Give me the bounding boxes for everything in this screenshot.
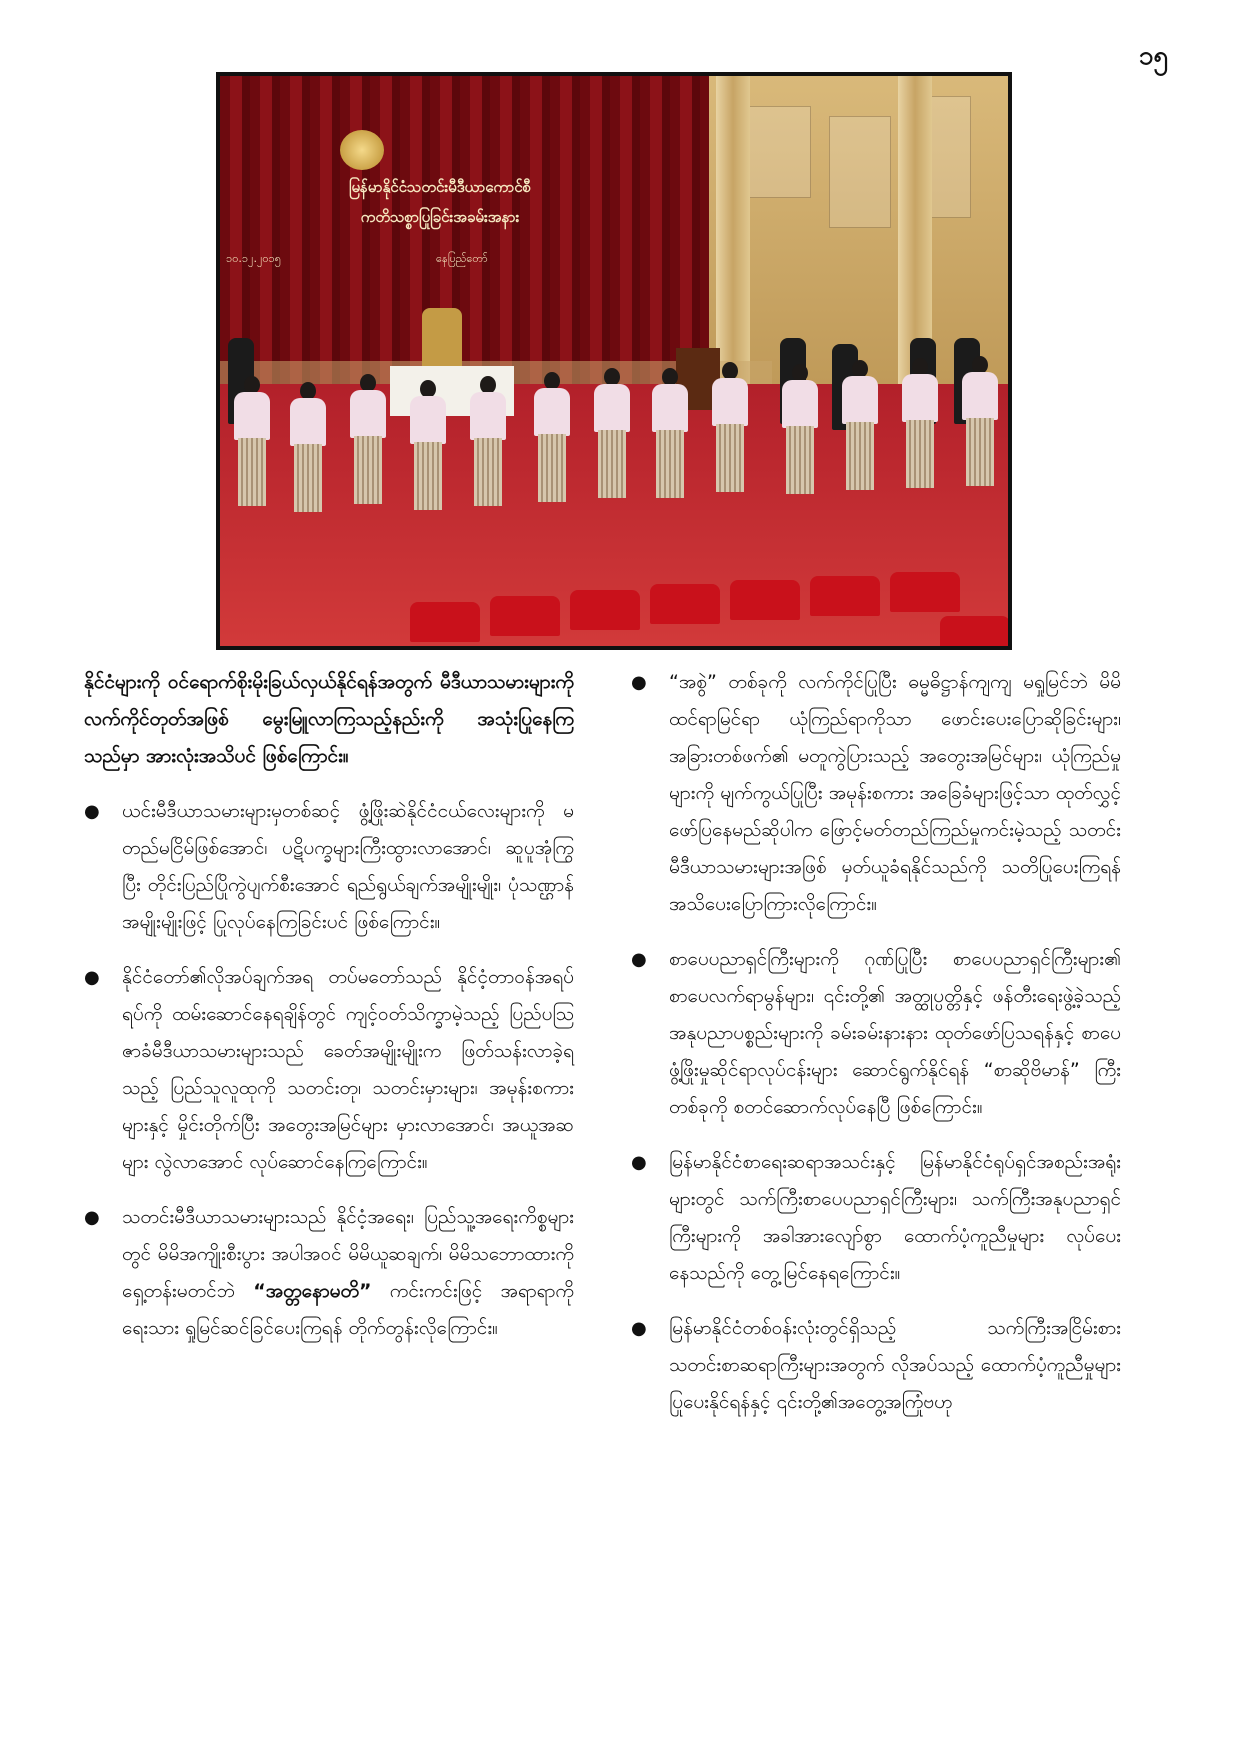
right-column	[631, 664, 1121, 1439]
bullet-icon: ●	[84, 967, 100, 988]
list-item	[631, 664, 1121, 923]
council-member	[532, 372, 572, 506]
banner-line-2: ကတိသစ္စာပြုခြင်းအခမ်းအနား	[360, 208, 520, 226]
list-item	[631, 941, 1121, 1126]
banner-date: ၁၀.၁၂.၂၀၁၅	[226, 252, 281, 265]
bullet-icon: ●	[84, 801, 100, 822]
council-member	[960, 356, 1000, 490]
council-member	[710, 362, 750, 496]
council-member	[900, 358, 940, 492]
stage-curtain	[220, 76, 709, 407]
bullet-text: မြန်မာနိုင်ငံစာရေးဆရာအသင်းနှင့် မြန်မာနိုင်ငံရုပ်ရှင်အစည်းအရုံးများတွင် သက်ကြီးစာပေပညာရှင်ကြီးများ၊ သက်ကြီးအနုပညာရှင်ကြီးများကို အခါအားလျော်စွာ ထောက်ပံ့ကူညီမှုများ လုပ်ပေးနေသည်ကို တွေ့မြင်နေရကြောင်း။	[669, 1151, 1121, 1284]
auditorium-seat	[490, 596, 560, 636]
auditorium-seat	[890, 572, 960, 612]
banner-line-1: မြန်မာနိုင်ငံသတင်းမီဒီယာကောင်စီ	[348, 178, 532, 196]
list-item	[631, 1310, 1121, 1421]
bullet-icon: ●	[631, 1152, 647, 1173]
banner-place: နေပြည်တော်	[436, 252, 488, 265]
state-emblem-icon	[340, 130, 384, 170]
list-item	[84, 793, 574, 941]
bullet-text: နိုင်ငံတော်၏လိုအပ်ချက်အရ တပ်မတော်သည် နိုင်ငံ့တာဝန်အရပ်ရပ်ကို ထမ်းဆောင်နေရချိန်တွင် ကျင့်ဝတ်သိက္ခာမဲ့သည့် ပြည်ပသြဇာခံမီဒီယာသမားများသည် ခေတ်အမျိုးမျိုးက ဖြတ်သန်းလာခဲ့ရသည့် ပြည်သူလူထုကို သတင်းတု၊ သတင်းမှားများ၊ အမုန်းစကားများနှင့် မှိုင်းတိုက်ပြီး အတွေးအမြင်များ မှားလာအောင်၊ အယူအဆများ လွဲလာအောင် လုပ်ဆောင်နေကြကြောင်း။	[122, 966, 574, 1173]
ceremony-photo	[216, 72, 1012, 650]
list-item	[84, 959, 574, 1181]
bullet-icon: ●	[631, 949, 647, 970]
auditorium-seat	[410, 602, 480, 642]
auditorium-seat	[730, 580, 800, 620]
left-column	[84, 664, 574, 1365]
bullet-icon: ●	[631, 672, 647, 693]
auditorium-seat	[810, 576, 880, 616]
intro-paragraph: နိုင်ငံများကို ဝင်ရောက်စိုးမိုးခြယ်လှယ်နိုင်ရန်အတွက် မီဒီယာသမားများကို လက်ကိုင်တုတ်အဖြစ် မွေးမြူလာကြသည့်နည်းကို အသုံးပြုနေကြသည်မှာ အားလုံးအသိပင် ဖြစ်ကြောင်း။	[84, 671, 574, 767]
bullet-text: မြန်မာနိုင်ငံတစ်ဝန်းလုံးတွင်ရှိသည့် သက်ကြီးအငြိမ်းစားသတင်းစာဆရာကြီးများအတွက် လိုအပ်သည့် ထောက်ပံ့ကူညီမှုများ ပြုပေးနိုင်ရန်နှင့် ၎င်းတို့၏အတွေ့အကြုံဗဟု	[669, 1317, 1121, 1413]
bullet-text: “အစွဲ” တစ်ခုကို လက်ကိုင်ပြုပြီး ဓမ္မဓိဋ္ဌာန်ကျကျ မရှုမြင်ဘဲ မိမိထင်ရာမြင်ရာ ယုံကြည်ရာကိုသာ ဖောင်းပေးပြောဆိုခြင်းများ၊ အခြားတစ်ဖက်၏ မတူကွဲပြားသည့် အတွေးအမြင်များ၊ ယုံကြည်မှုများကို မျက်ကွယ်ပြုပြီး အမုန်းစကား အခြေခံများဖြင့်သာ ထုတ်လွှင့်ဖော်ပြနေမည်ဆိုပါက ဖြောင့်မတ်တည်ကြည်မှုကင်းမဲ့သည့် သတင်းမီဒီယာသမားများအဖြစ် မှတ်ယူခံရနိုင်သည်ကို သတိပြုပေးကြရန် အသိပေးပြောကြားလိုကြောင်း။	[669, 671, 1121, 915]
emphasized-term: “အတ္တနောမတိ”	[253, 1280, 372, 1302]
council-member	[348, 374, 388, 508]
council-member	[592, 368, 632, 502]
auditorium-seat	[650, 584, 720, 624]
list-item	[84, 1199, 574, 1347]
council-member	[288, 382, 328, 516]
presiding-chair	[422, 308, 462, 370]
bullet-text: သတင်းမီဒီယာသမားများသည် နိုင်ငံ့အရေး၊ ပြည်သူ့အရေးကိစ္စများတွင် မိမိအကျိုးစီးပွား အပါအဝင် မိမိယူဆချက်၊ မိမိသဘောထားကို ရှေ့တန်းမတင်ဘဲ “အတ္တနောမတိ” ကင်းကင်းဖြင့် အရာရာကို ရေးသား ရှုမြင်ဆင်ခြင်ပေးကြရန် တိုက်တွန်းလိုကြောင်း။	[122, 1206, 574, 1339]
council-member	[408, 380, 448, 514]
council-member	[650, 368, 690, 502]
council-member	[232, 376, 272, 510]
council-member	[468, 376, 508, 510]
list-item	[631, 1144, 1121, 1292]
auditorium-seat	[940, 616, 1010, 650]
auditorium-seat	[570, 590, 640, 630]
page-number: ၁၅	[1138, 41, 1168, 71]
bullet-text: ယင်းမီဒီယာသမားများမှတစ်ဆင့် ဖွံ့ဖြိုးဆဲနိုင်ငံငယ်လေးများကို မတည်မငြိမ်ဖြစ်အောင်၊ ပဋိပက္ခများကြီးထွားလာအောင်၊ ဆူပူအုံကြွပြီး တိုင်းပြည်ပြိုကွဲပျက်စီးအောင် ရည်ရွယ်ချက်အမျိုးမျိုး၊ ပုံသဏ္ဌာန်အမျိုးမျိုးဖြင့် ပြုလုပ်နေကြခြင်းပင် ဖြစ်ကြောင်း။	[122, 800, 574, 933]
council-member	[840, 360, 880, 494]
council-member	[780, 364, 820, 498]
bullet-text: စာပေပညာရှင်ကြီးများကို ဂုဏ်ပြုပြီး စာပေပညာရှင်ကြီးများ၏ စာပေလက်ရာမွန်များ၊ ၎င်းတို့၏ အတ္ထုပ္ပတ္တိနှင့် ဖန်တီးရေးဖွဲ့ခဲ့သည့် အနုပညာပစ္စည်းများကို ခမ်းခမ်းနားနား ထုတ်ဖော်ပြသရန်နှင့် စာပေဖွံ့ဖြိုးမှုဆိုင်ရာလုပ်ငန်းများ ဆောင်ရွက်နိုင်ရန် “စာဆိုဗိမာန်” ကြီးတစ်ခုကို စတင်ဆောက်လုပ်နေပြီ ဖြစ်ကြောင်း။	[669, 948, 1121, 1118]
bullet-icon: ●	[631, 1318, 647, 1339]
bullet-icon: ●	[84, 1207, 100, 1228]
